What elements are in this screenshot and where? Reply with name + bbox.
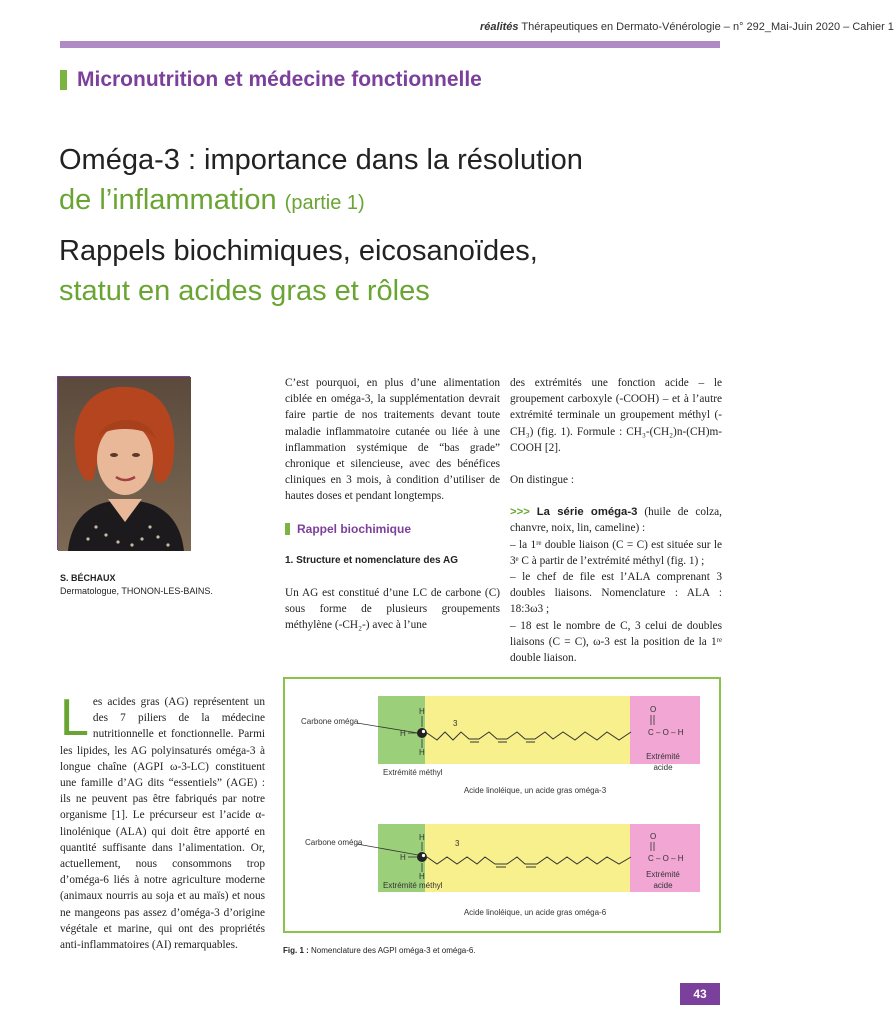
atom-o: O — [650, 832, 657, 841]
omega-carbon — [417, 728, 427, 738]
omega3-series-block — [510, 504, 722, 666]
carbone-omega-label: Carbone oméga — [301, 717, 359, 726]
author-name: S. BÉCHAUX — [60, 573, 116, 583]
figure-1 — [283, 677, 721, 933]
acid-end-label-2: acide — [653, 763, 673, 772]
journal-info: Thérapeutiques en Dermato-Vénérologie – n° 292_Mai-Juin 2020 – Cahier 1 — [521, 21, 894, 33]
carboxyl-group: C – O – H — [648, 854, 684, 863]
paragraph: C’est pourquoi, en plus d’une alimentation ciblée en oméga-3, la supplémentation devrait faire partie de nos traitements devant toute maladie inflammatoire cutanée ou liée à une inflammation systémique de “bas grade” chronique et silencieuse, avec des bénéfices cliniques en 3 mois, à condition d’utiliser de hautes doses et pendant longtemps. — [285, 377, 500, 503]
atom-h: H — [419, 707, 425, 716]
position-number: 3 — [455, 839, 460, 848]
paragraph: des extrémités une fonction acide – le groupement carboxyle (-COOH) – et à l’autre extrémité terminale un groupement méthyl (-CH₃) (fig. 1). Formule : CH₃-(CH₂)n-(CH)m-COOH [2]. — [510, 377, 722, 454]
arrow-marker: >>> — [510, 506, 530, 519]
paragraph: Un AG est constitué d’une LC de carbone (C) sous forme de plusieurs groupements méthylène (-CH₂-) avec à l’une — [285, 587, 500, 632]
title-part: (partie 1) — [284, 192, 365, 214]
rubric-title: Micronutrition et médecine fonctionnelle — [77, 68, 482, 91]
journal-brand: réalités — [480, 21, 519, 33]
atom-h: H — [419, 833, 425, 842]
intro-paragraph: es acides gras (AG) représentent un des 7 piliers de la médecine nutritionnelle et fonctionnelle. Parmi les lipides, les AG polyinsaturés oméga-3 à longue chaîne (AGPI ω-3-LC) constituent une famille d’AG dits “essentiels” (AGE) : ils ne peuvent pas être fabriqués par notre organisme [1]. Le précurseur est l’acide α-linolénique (ALA) qui doit être apporté en quantité suffisante dans l’alimentation. Or, actuellement, nous consommons trop d’oméga-6 liés à notre agriculture moderne (animaux nourris au soja et au maïs) et nous ne mangeons pas assez d’oméga-3 d’origine végétale et marine, qui ont des propriétés anti-inflammatoires (AI) remarquables. — [60, 696, 265, 952]
figure-caption-text: Nomenclature des AGPI oméga-3 et oméga-6. — [311, 946, 476, 955]
author-portrait-image — [58, 377, 191, 551]
title-line-1: Oméga-3 : importance dans la résolution — [59, 144, 583, 176]
carboxyl-group: C – O – H — [648, 728, 684, 737]
list-item: – le chef de file est l’ALA comprenant 3 doubles liaisons. Nomenclature : ALA : 18:3ω3 ; — [510, 571, 722, 616]
section-title: Rappel biochimique — [297, 521, 412, 536]
column-1 — [60, 689, 265, 953]
rubric-marker — [60, 70, 67, 90]
position-number: 3 — [453, 719, 458, 728]
drop-cap: L — [60, 689, 89, 747]
carbone-omega-label: Carbone oméga — [305, 838, 363, 847]
figure-caption — [283, 946, 476, 955]
title-line-2 — [59, 186, 365, 215]
acid-end-label-1: Extrémité — [646, 870, 680, 879]
methyl-end-label: Extrémité méthyl — [383, 768, 443, 777]
molecule-caption: Acide linoléique, un acide gras oméga-6 — [463, 908, 607, 917]
acid-end-label-2: acide — [653, 881, 673, 890]
atom-h: H — [419, 872, 425, 881]
acid-end-label-1: Extrémité — [646, 752, 680, 761]
carbon-highlight — [422, 730, 425, 733]
fatty-acid-diagram — [285, 679, 719, 931]
omega-carbon — [417, 852, 427, 862]
methyl-end-label: Extrémité méthyl — [383, 881, 443, 890]
omega3-molecule — [301, 696, 700, 795]
subtitle-line-1: Rappels biochimiques, eicosanoïdes, — [59, 235, 538, 267]
subsection-heading: 1. Structure et nomenclature des AG — [285, 554, 459, 566]
column-2 — [285, 375, 500, 650]
carbon-highlight — [422, 854, 425, 857]
author-photo — [57, 376, 190, 550]
atom-h: H — [400, 729, 406, 738]
author-affiliation: Dermatologue, THONON-LES-BAINS. — [60, 586, 213, 596]
atom-o: O — [650, 705, 657, 714]
omega6-molecule — [305, 824, 700, 917]
list-item: – 18 est le nombre de C, 3 celui de doubles liaisons (C = C), ω-3 est la position de la 1ʳᵉ double liaison. — [510, 619, 722, 665]
section-heading — [285, 521, 500, 537]
page-number: 43 — [680, 983, 720, 1005]
figure-label: Fig. 1 : — [283, 946, 309, 955]
column-3 — [510, 375, 722, 666]
paragraph: On distingue : — [510, 474, 575, 487]
series-label: La série oméga-3 — [536, 506, 638, 519]
header-rule — [60, 41, 720, 48]
running-header — [480, 21, 894, 33]
series-description: (huile de colza, chanvre, noix, lin, cameline) : — [510, 506, 722, 535]
subtitle-line-2: statut en acides gras et rôles — [59, 275, 430, 307]
atom-h: H — [419, 748, 425, 757]
section-marker — [285, 523, 290, 535]
molecule-caption: Acide linoléique, un acide gras oméga-3 — [463, 786, 607, 795]
rubric — [60, 68, 482, 92]
list-item: – la 1ʳᵉ double liaison (C = C) est située sur le 3ᵉ C à partir de l’extrémité méthyl (fig. 1) ; — [510, 538, 722, 567]
atom-h: H — [400, 853, 406, 862]
title-line-2-main: de l’inflammation — [59, 184, 277, 216]
